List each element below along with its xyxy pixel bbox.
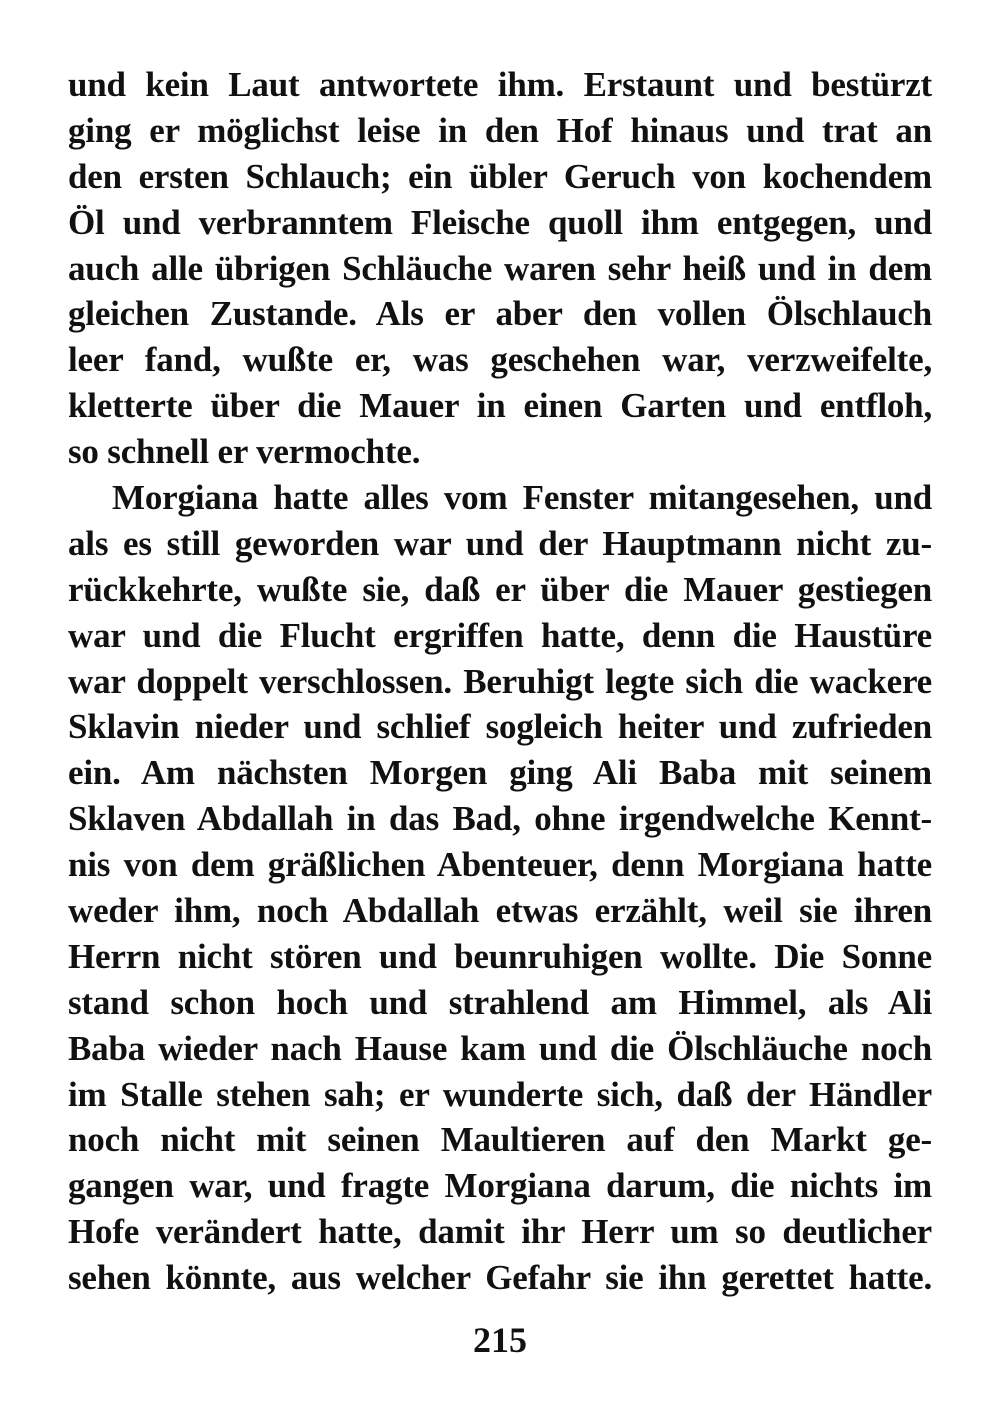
text-line: den ersten Schlauch; ein übler Geruch von kochendem (68, 156, 932, 196)
text-line: kletterte über die Mauer in einen Garten und entfloh, (68, 386, 932, 426)
text-line: ging er möglichst leise in den Hof hinaus und trat an (68, 110, 932, 150)
text-line: so schnell er vermochte. (68, 432, 421, 472)
page-number: 215 (473, 1320, 527, 1360)
text-line: Sklaven Abdallah in das Bad, ohne irgendwelche Kennt- (68, 799, 932, 839)
text-line: ein. Am nächsten Morgen ging Ali Baba mit seinem (68, 753, 932, 793)
text-line: Herrn nicht stören und beunruhigen wollte. Die Sonne (68, 936, 932, 976)
text-line: Sklavin nieder und schlief sogleich heiter und zufrieden (68, 707, 932, 747)
text-line: als es still geworden war und der Hauptmann nicht zu- (68, 523, 932, 563)
text-line: gleichen Zustande. Als er aber den vollen Ölschlauch (68, 294, 932, 334)
text-line: Öl und verbranntem Fleische quoll ihm entgegen, und (68, 202, 932, 242)
text-line: sehen könnte, aus welcher Gefahr sie ihn gerettet hatte. (68, 1258, 932, 1298)
text-line: gangen war, und fragte Morgiana darum, die nichts im (68, 1166, 932, 1206)
text-line: Morgiana hatte alles vom Fenster mitangesehen, und (112, 478, 932, 518)
body-text (68, 62, 932, 1301)
text-line: und kein Laut antwortete ihm. Erstaunt und bestürzt (68, 65, 932, 104)
text-line: war doppelt verschlossen. Beruhigt legte sich die wackere (68, 661, 932, 701)
text-line: nis von dem gräßlichen Abenteuer, denn Morgiana hatte (68, 845, 932, 885)
text-line: im Stalle stehen sah; er wunderte sich, daß der Händler (68, 1074, 932, 1114)
text-line: leer fand, wußte er, was geschehen war, verzweifelte, (68, 340, 932, 380)
text-line: weder ihm, noch Abdallah etwas erzählt, weil sie ihren (68, 891, 932, 931)
text-line: auch alle übrigen Schläuche waren sehr heiß und in dem (68, 248, 932, 288)
text-line: war und die Flucht ergriffen hatte, denn die Haustüre (68, 615, 932, 655)
text-line: Baba wieder nach Hause kam und die Ölschläuche noch (68, 1028, 932, 1068)
text-line: noch nicht mit seinen Maultieren auf den Markt ge- (68, 1120, 932, 1160)
text-line: stand schon hoch und strahlend am Himmel, als Ali (68, 982, 932, 1022)
text-line: rückkehrte, wußte sie, daß er über die Mauer gestiegen (68, 569, 932, 609)
text-line: Hofe verändert hatte, damit ihr Herr um so deutlicher (68, 1212, 932, 1252)
